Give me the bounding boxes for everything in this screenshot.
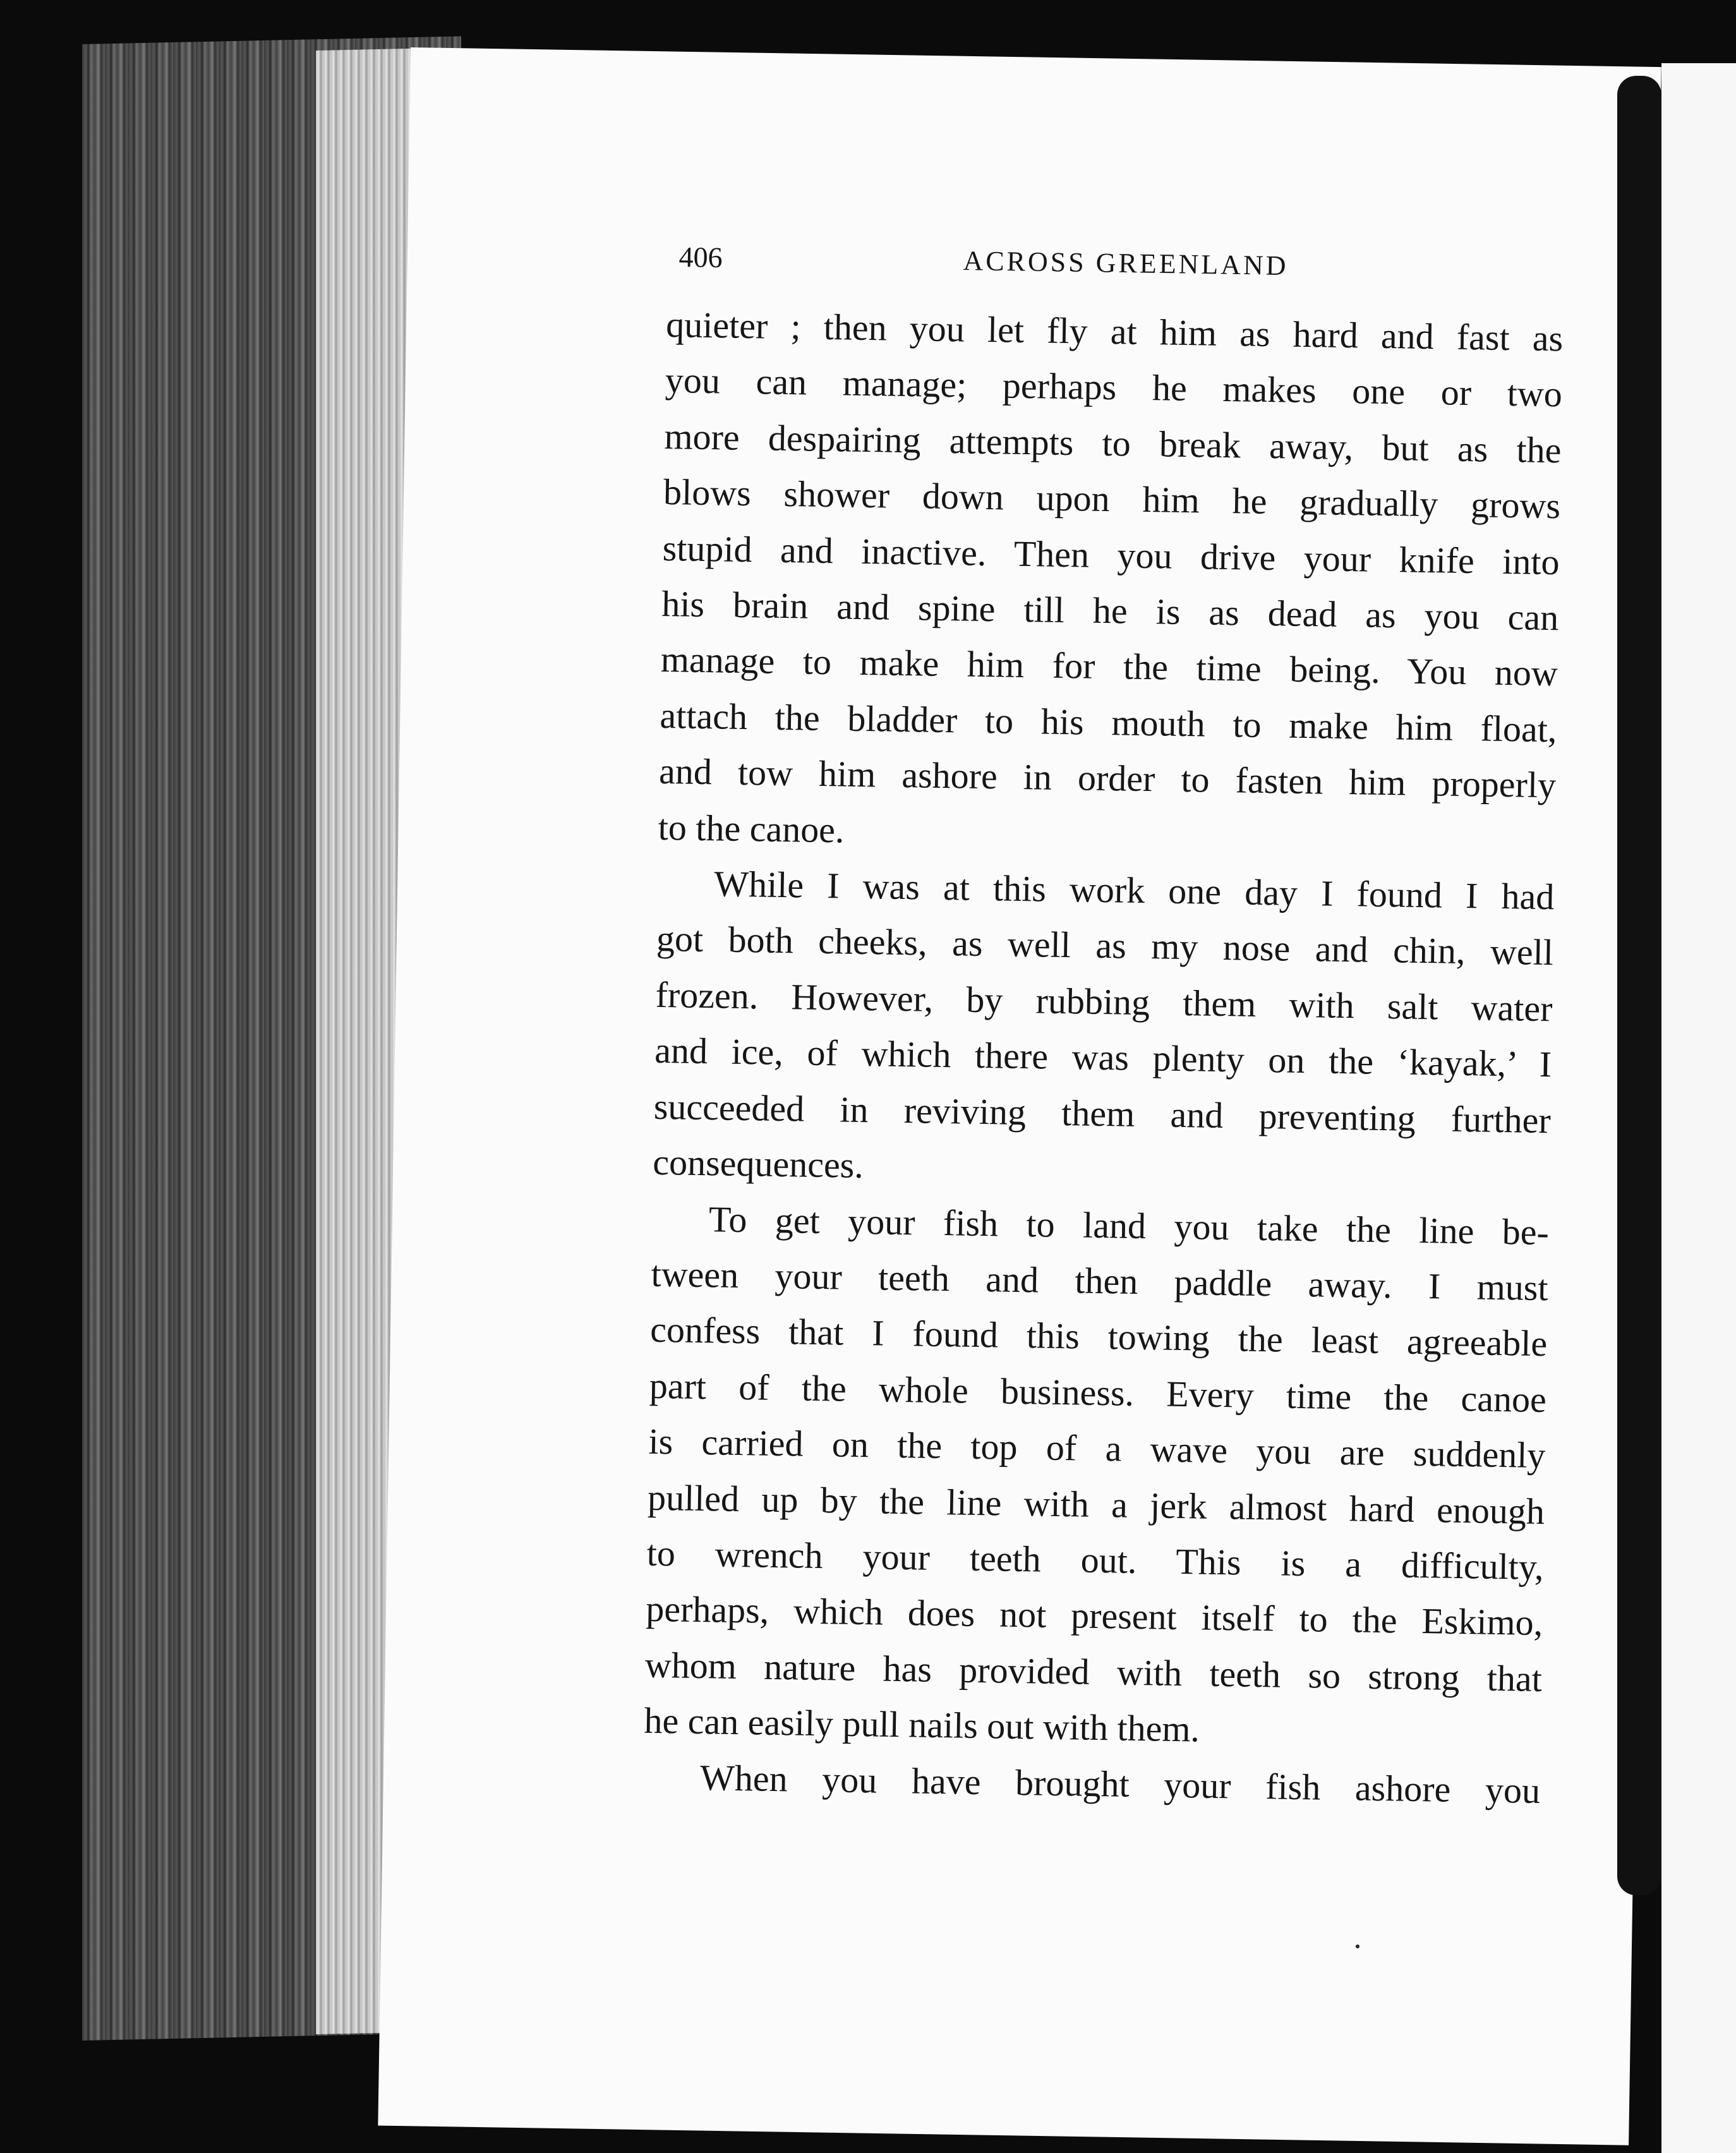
text-line: you can manage; perhaps he makes one or two (665, 359, 1563, 415)
running-title: ACROSS GREENLAND (963, 245, 1289, 282)
text-line: to the canoe. (658, 806, 845, 851)
text-line: attach the bladder to his mouth to make him float, (660, 694, 1557, 751)
text-line: tween your teeth and then paddle away. I must (651, 1253, 1549, 1309)
text-line: While I was at this work one day I found I had (713, 863, 1555, 918)
text-line: manage to make him for the time being. You now (660, 639, 1558, 694)
book-gutter (1617, 76, 1661, 1895)
text-line: consequences. (652, 1141, 864, 1186)
text-line: got both cheeks, as well as my nose and chin, well (656, 918, 1554, 974)
text-line: blows shower down upon him he gradually grows (663, 471, 1561, 527)
page-number: 406 (678, 240, 723, 274)
text-line: quieter ; then you let fly at him as hard and fast as (665, 303, 1564, 359)
text-line: whom nature has provided with teeth so strong that (644, 1644, 1543, 1699)
text-line: and ice, of which there was plenty on the ‘kayak,’ I (654, 1030, 1552, 1085)
text-line: pulled up by the line with a jerk almost hard enough (647, 1476, 1545, 1532)
ink-speck (1356, 1945, 1359, 1948)
paragraph (653, 855, 1555, 1205)
text-line: is carried on the top of a wave you are suddenly (648, 1420, 1546, 1476)
text-line: frozen. However, by rubbing them with salt water (655, 974, 1553, 1030)
text-line: stupid and inactive. Then you drive your knife into (662, 527, 1560, 582)
text-line: part of the whole business. Every time the canoe (649, 1365, 1547, 1420)
paragraph (658, 297, 1564, 869)
text-line: perhaps, which does not present itself to the Eskimo, (645, 1588, 1543, 1644)
text-line: he can easily pull nails out with them. (644, 1699, 1200, 1750)
text-line: When you have brought your fish ashore you (699, 1756, 1541, 1811)
text-line: To get your fish to land you take the line be- (708, 1198, 1550, 1253)
text-line: his brain and spine till he is as dead as you can (661, 582, 1559, 639)
paragraph (644, 1190, 1550, 1763)
text-line: succeeded in reviving them and preventing further (653, 1085, 1552, 1141)
text-line: to wrench your teeth out. This is a difficulty, (646, 1532, 1545, 1588)
body-text (643, 297, 1564, 1819)
text-line: and tow him ashore in order to fasten him properly (658, 751, 1557, 806)
text-line: confess that I found this towing the least agreeable (649, 1309, 1548, 1365)
text-line: more despairing attempts to break away, but as the (664, 415, 1562, 471)
facing-page-edge (1661, 63, 1736, 2153)
